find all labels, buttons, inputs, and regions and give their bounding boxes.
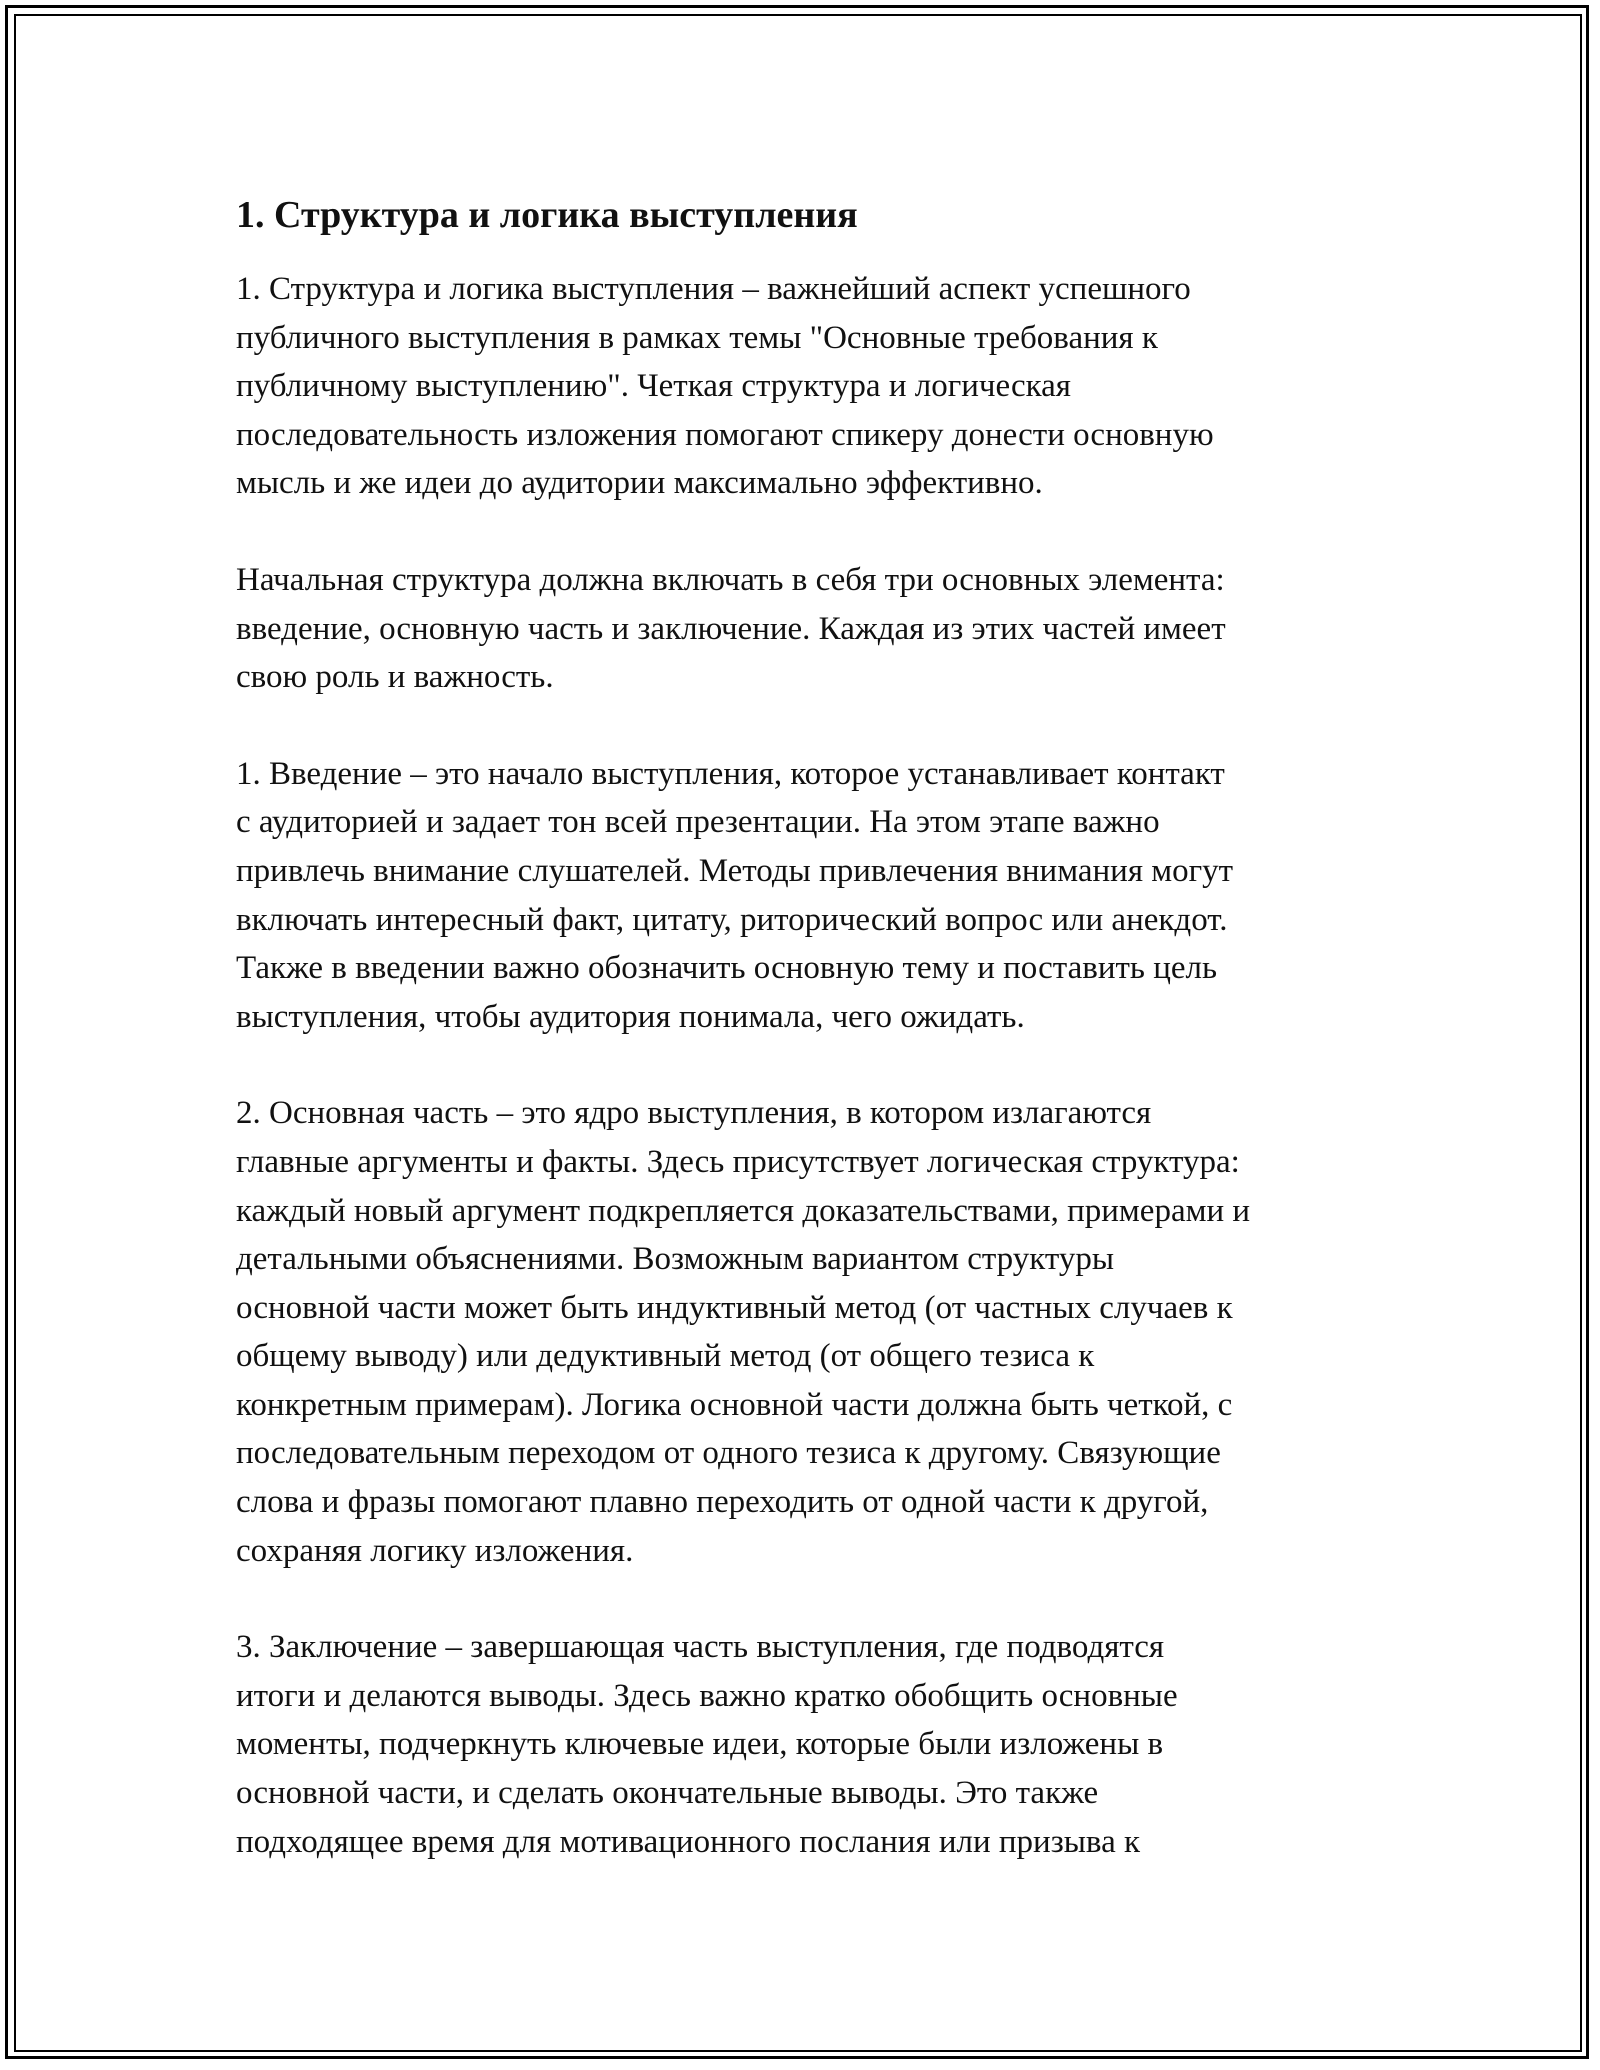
text-line: детальными объяснениями. Возможным вариантом структуры bbox=[236, 1241, 1114, 1278]
text-line: конкретным примерам). Логика основной части должна быть четкой, с bbox=[236, 1386, 1233, 1423]
text-line: мысль и же идеи до аудитории максимально эффективно. bbox=[236, 465, 1043, 502]
text-line: каждый новый аргумент подкрепляется доказательствами, примерами и bbox=[236, 1192, 1251, 1229]
text-line: Начальная структура должна включать в себя три основных элемента: bbox=[236, 561, 1225, 598]
text-line: 1. Введение – это начало выступления, которое устанавливает контакт bbox=[236, 755, 1225, 792]
text-line: главные аргументы и факты. Здесь присутствует логическая структура: bbox=[236, 1143, 1240, 1180]
text-line: последовательным переходом от одного тезиса к другому. Связующие bbox=[236, 1435, 1221, 1472]
text-line: включать интересный факт, цитату, риторический вопрос или анекдот. bbox=[236, 901, 1228, 938]
text-line: основной части может быть индуктивный метод (от частных случаев к bbox=[236, 1289, 1233, 1326]
text-line: последовательность изложения помогают спикеру донести основную bbox=[236, 416, 1214, 453]
document-body bbox=[236, 185, 1376, 1914]
text-line: привлечь внимание слушателей. Методы привлечения внимания могут bbox=[236, 852, 1234, 889]
text-line: с аудиторией и задает тон всей презентации. На этом этапе важно bbox=[236, 804, 1160, 841]
text-line: основной части, и сделать окончательные выводы. Это также bbox=[236, 1775, 1099, 1812]
text-line: слова и фразы помогают плавно переходить от одной части к другой, bbox=[236, 1484, 1209, 1521]
text-line: общему выводу) или дедуктивный метод (от общего тезиса к bbox=[236, 1338, 1095, 1375]
text-line: сохраняя логику изложения. bbox=[236, 1532, 634, 1569]
text-line: 3. Заключение – завершающая часть выступления, где подводятся bbox=[236, 1629, 1165, 1666]
text-line: свою роль и важность. bbox=[236, 659, 554, 696]
text-line: выступления, чтобы аудитория понимала, чего ожидать. bbox=[236, 998, 1025, 1035]
paragraph-main-part bbox=[236, 1089, 1376, 1575]
paragraph-intro bbox=[236, 265, 1376, 508]
paragraph-structure bbox=[236, 556, 1376, 702]
text-line: моменты, подчеркнуть ключевые идеи, которые были изложены в bbox=[236, 1726, 1164, 1763]
text-line: публичному выступлению". Четкая структура и логическая bbox=[236, 368, 1071, 405]
text-line: введение, основную часть и заключение. Каждая из этих частей имеет bbox=[236, 610, 1226, 647]
text-line: 1. Структура и логика выступления – важнейший аспект успешного bbox=[236, 271, 1191, 307]
text-line: Также в введении важно обозначить основную тему и поставить цель bbox=[236, 950, 1218, 987]
text-line: публичного выступления в рамках темы "Основные требования к bbox=[236, 319, 1158, 356]
paragraph-introduction bbox=[236, 750, 1376, 1042]
section-heading: 1. Структура и логика выступления bbox=[236, 194, 858, 236]
text-line: 2. Основная часть – это ядро выступления, в котором излагаются bbox=[236, 1095, 1152, 1132]
text-line: итоги и делаются выводы. Здесь важно кратко обобщить основные bbox=[236, 1677, 1178, 1714]
paragraph-conclusion bbox=[236, 1623, 1376, 1866]
text-line: подходящее время для мотивационного послания или призыва к bbox=[236, 1823, 1141, 1860]
